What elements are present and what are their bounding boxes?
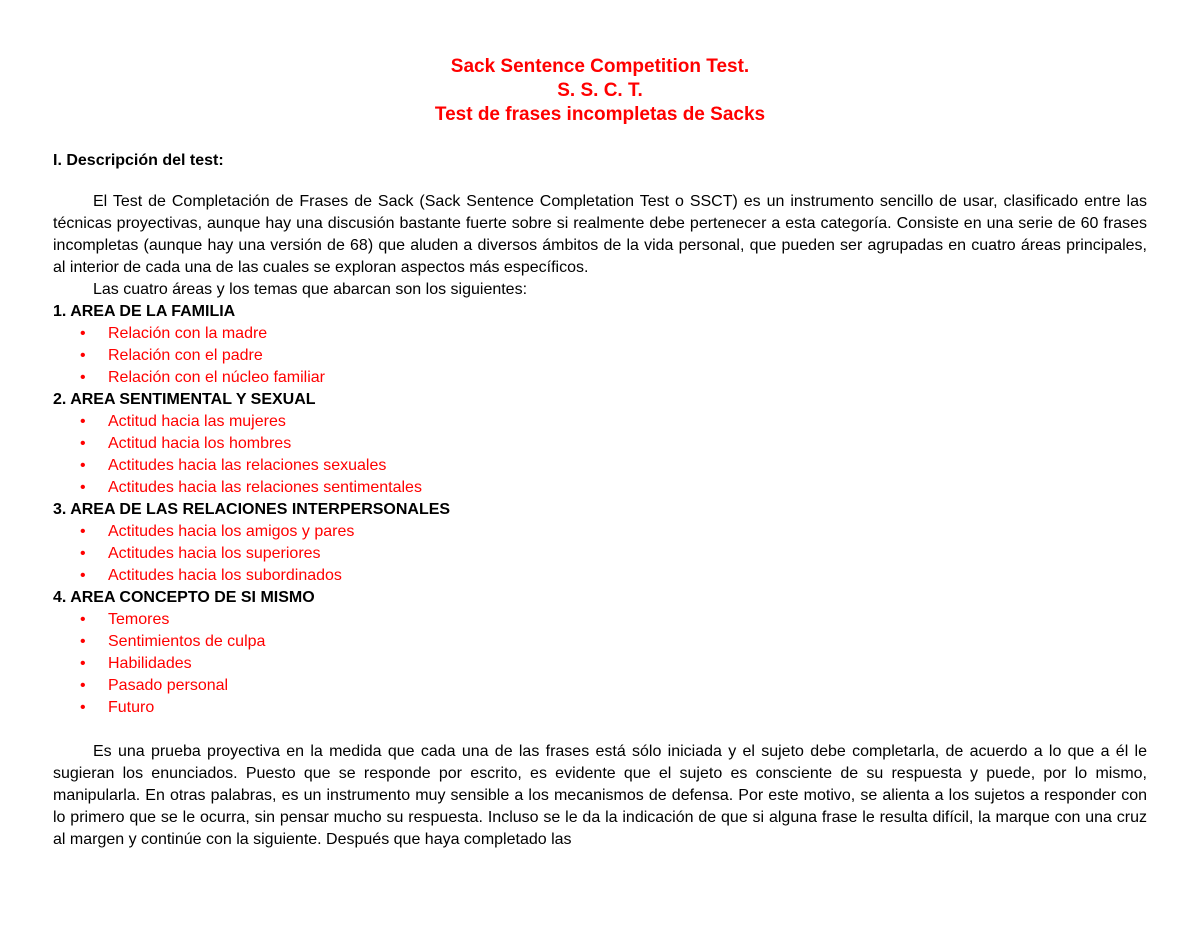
area-topic-item bbox=[80, 323, 1147, 345]
area-topic-text: Relación con la madre bbox=[108, 325, 268, 342]
bullet-icon: • bbox=[80, 699, 86, 716]
area-topic-text: Actitudes hacia los subordinados bbox=[108, 567, 342, 584]
bullet-icon: • bbox=[80, 567, 86, 584]
area-topic-list-1 bbox=[53, 323, 1147, 389]
bullet-icon: • bbox=[80, 369, 86, 386]
bullet-icon: • bbox=[80, 413, 86, 430]
title-line-spanish: Test de frases incompletas de Sacks bbox=[434, 104, 766, 125]
area-topic-text: Actitud hacia los hombres bbox=[108, 435, 292, 452]
area-topic-item bbox=[80, 367, 1147, 389]
document-title bbox=[53, 55, 1147, 127]
area-heading-2: 2. AREA SENTIMENTAL Y SEXUAL bbox=[53, 391, 316, 408]
area-heading-3: 3. AREA DE LAS RELACIONES INTERPERSONALES bbox=[53, 501, 451, 518]
title-line-acronym: S. S. C. T. bbox=[557, 80, 643, 101]
area-topic-item bbox=[80, 521, 1147, 543]
area-topic-text: Relación con el padre bbox=[108, 347, 263, 364]
section-heading-description: I. Descripción del test: bbox=[53, 152, 224, 169]
area-topic-text: Relación con el núcleo familiar bbox=[108, 369, 325, 386]
area-topic-item bbox=[80, 631, 1147, 653]
bullet-icon: • bbox=[80, 325, 86, 342]
bullet-icon: • bbox=[80, 611, 86, 628]
area-topic-text: Pasado personal bbox=[108, 677, 229, 694]
area-topic-item bbox=[80, 565, 1147, 587]
area-topic-text: Actitud hacia las mujeres bbox=[108, 413, 286, 430]
area-topic-item bbox=[80, 675, 1147, 697]
bullet-icon: • bbox=[80, 479, 86, 496]
area-topic-item bbox=[80, 653, 1147, 675]
area-topic-item bbox=[80, 697, 1147, 719]
area-topic-text: Actitudes hacia las relaciones sentimentales bbox=[108, 479, 422, 496]
area-topic-text: Actitudes hacia las relaciones sexuales bbox=[108, 457, 387, 474]
areas-list bbox=[53, 301, 1147, 719]
area-topic-text: Futuro bbox=[108, 699, 155, 716]
title-line-english: Sack Sentence Competition Test. bbox=[450, 56, 750, 77]
area-topic-item bbox=[80, 345, 1147, 367]
area-topic-text: Sentimientos de culpa bbox=[108, 633, 266, 650]
bullet-icon: • bbox=[80, 545, 86, 562]
area-topic-item bbox=[80, 609, 1147, 631]
bullet-icon: • bbox=[80, 633, 86, 650]
area-topic-item bbox=[80, 543, 1147, 565]
bullet-icon: • bbox=[80, 655, 86, 672]
paragraph-areas-intro: Las cuatro áreas y los temas que abarcan son los siguientes: bbox=[93, 281, 528, 298]
area-topic-list-3 bbox=[53, 521, 1147, 587]
area-topic-item bbox=[80, 455, 1147, 477]
area-topic-text: Temores bbox=[108, 611, 170, 628]
area-topic-item bbox=[80, 433, 1147, 455]
bullet-icon: • bbox=[80, 677, 86, 694]
area-heading-4: 4. AREA CONCEPTO DE SI MISMO bbox=[53, 589, 315, 606]
bullet-icon: • bbox=[80, 435, 86, 452]
area-topic-text: Actitudes hacia los superiores bbox=[108, 545, 321, 562]
area-topic-item bbox=[80, 477, 1147, 499]
paragraph-intro: El Test de Completación de Frases de Sack (Sack Sentence Completation Test o SSCT) es un instrumento sencillo de usar, clasificado entre las técnicas proyectivas, aunque hay una discusión bastante fuerte sobre si realmente debe pertenecer a esta categoría. Consiste en una serie de 60 frases incompletas (aunque hay una versión de 68) que aluden a diversos ámbitos de la vida personal, que pueden ser agrupadas en cuatro áreas principales, al interior de cada una de las cuales se exploran aspectos más específicos. bbox=[53, 193, 1147, 276]
bullet-icon: • bbox=[80, 457, 86, 474]
area-topic-text: Habilidades bbox=[108, 655, 192, 672]
area-topic-list-4 bbox=[53, 609, 1147, 719]
area-topic-text: Actitudes hacia los amigos y pares bbox=[108, 523, 355, 540]
spacer bbox=[53, 719, 1147, 741]
bullet-icon: • bbox=[80, 523, 86, 540]
area-topic-list-2 bbox=[53, 411, 1147, 499]
area-topic-item bbox=[80, 411, 1147, 433]
paragraph-projective: Es una prueba proyectiva en la medida que cada una de las frases está sólo iniciada y el sujeto debe completarla, de acuerdo a lo que a él le sugieran los enunciados. Puesto que se responde por escrito, es evidente que el sujeto es consciente de su respuesta y puede, por lo mismo, manipularla. En otras palabras, es un instrumento muy sensible a los mecanismos de defensa. Por este motivo, se alienta a los sujetos a responder con lo primero que se le ocurra, sin pensar mucho su respuesta. Incluso se le da la indicación de que si alguna frase le resulta difícil, la marque con una cruz al margen y continúe con la siguiente. Después que haya completado las bbox=[53, 743, 1147, 848]
area-heading-1: 1. AREA DE LA FAMILIA bbox=[53, 303, 236, 320]
bullet-icon: • bbox=[80, 347, 86, 364]
